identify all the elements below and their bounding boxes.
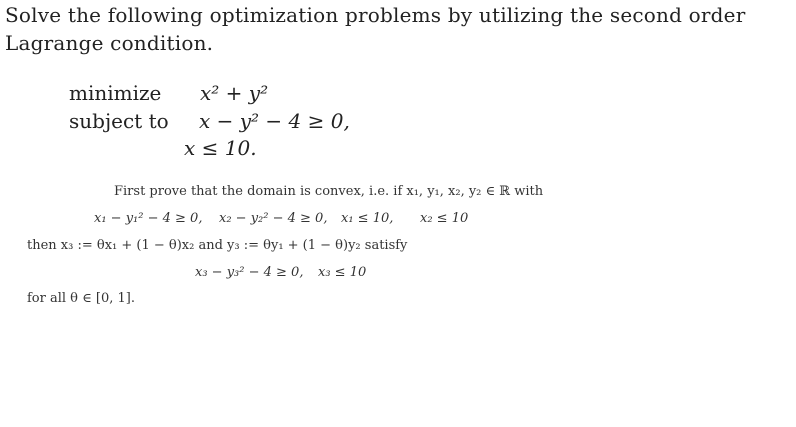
hint-line-1: First prove that the domain is convex, i.e. if x₁, y₁, x₂, y₂ ∈ ℝ with: [114, 184, 544, 199]
hint-condition-1: x₁ − y₁² − 4 ≥ 0,: [94, 211, 203, 226]
minimize-label: minimize: [69, 81, 162, 105]
objective-expression: x² + y²: [200, 81, 269, 105]
hint-condition-5: x₃ − y₃² − 4 ≥ 0,: [195, 265, 304, 280]
constraint-1: x − y² − 4 ≥ 0,: [199, 109, 350, 133]
intro-paragraph: [5, 1, 765, 57]
hint-condition-2: x₂ − y₂² − 4 ≥ 0,: [219, 211, 328, 226]
hint-condition-4: x₂ ≤ 10: [420, 211, 469, 226]
intro-line-1: Solve the following optimization problems by utilizing the second order: [5, 3, 746, 27]
subject-to-label: subject to: [69, 109, 169, 133]
hint-condition-6: x₃ ≤ 10: [318, 265, 367, 280]
hint-final-line: for all θ ∈ [0, 1].: [27, 291, 135, 306]
constraint-2: x ≤ 10.: [184, 136, 257, 160]
intro-line-2: Lagrange condition.: [5, 31, 214, 55]
hint-condition-3: x₁ ≤ 10,: [341, 211, 394, 226]
hint-then-line: then x₃ := θx₁ + (1 − θ)x₂ and y₃ := θy₁ + (1 − θ)y₂ satisfy: [27, 238, 408, 253]
